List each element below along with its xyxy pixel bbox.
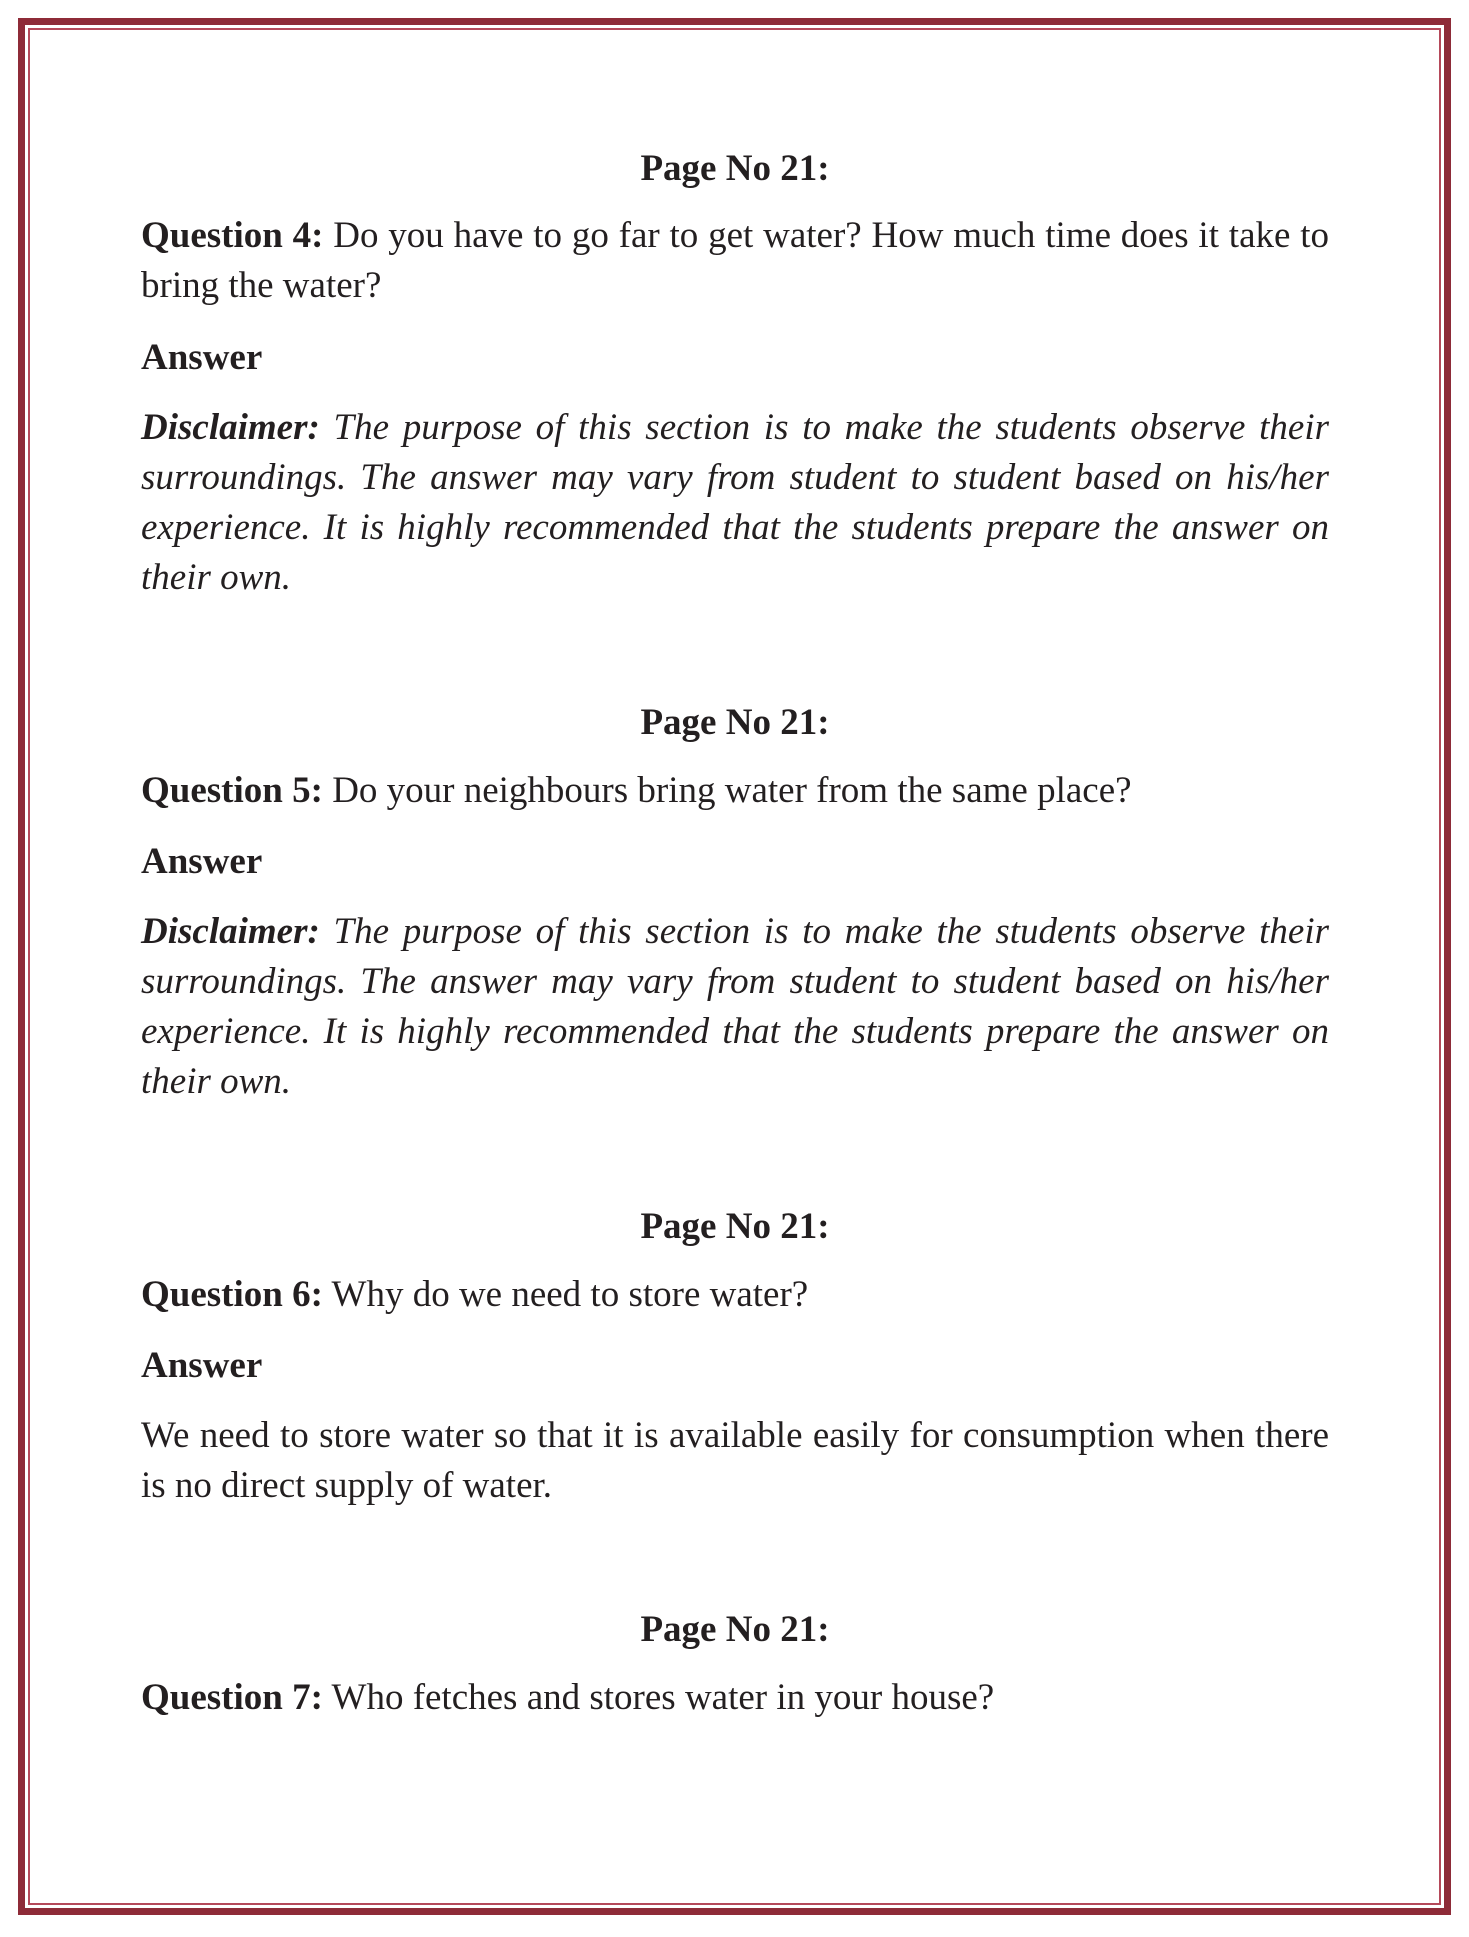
page-number-heading: Page No 21: [640,702,830,743]
disclaimer-text: The purpose of this section is to make the students observe their surroundings. The answer may vary from student to student based on his/her experience. It is highly recommended that the students prepare the answer on their own. [141,407,1329,598]
answer-heading: Answer [141,337,263,378]
answer-heading: Answer [141,841,263,882]
disclaimer-label: Disclaimer: [141,911,320,952]
question-text: Do your neighbours bring water from the same place? [322,770,1132,811]
disclaimer-text: The purpose of this section is to make the students observe their surroundings. The answer may vary from student to student based on his/her experience. It is highly recommended that the students prepare the answer on their own. [141,911,1329,1102]
page-number-heading: Page No 21: [640,1609,830,1650]
question-text: Who fetches and stores water in your house? [322,1677,995,1718]
disclaimer-paragraph [141,403,1329,603]
page-number-heading: Page No 21: [640,148,830,189]
question-label: Question 6: [141,1274,323,1315]
page-number-heading: Page No 21: [640,1206,830,1247]
question-label: Question 7: [141,1677,323,1718]
question-label: Question 5: [141,770,323,811]
question-6 [141,1270,1329,1320]
disclaimer-paragraph [141,907,1329,1107]
answer-text: We need to store water so that it is available easily for consumption when there is no direct supply of water. [141,1415,1329,1506]
question-7 [141,1673,1329,1723]
disclaimer-label: Disclaimer: [141,407,320,448]
question-4 [141,211,1329,311]
question-text: Why do we need to store water? [322,1274,809,1315]
question-text: Do you have to go far to get water? How much time does it take to bring the water? [141,215,1329,306]
question-5 [141,766,1329,816]
question-label: Question 4: [141,215,324,256]
answer-heading: Answer [141,1345,263,1386]
